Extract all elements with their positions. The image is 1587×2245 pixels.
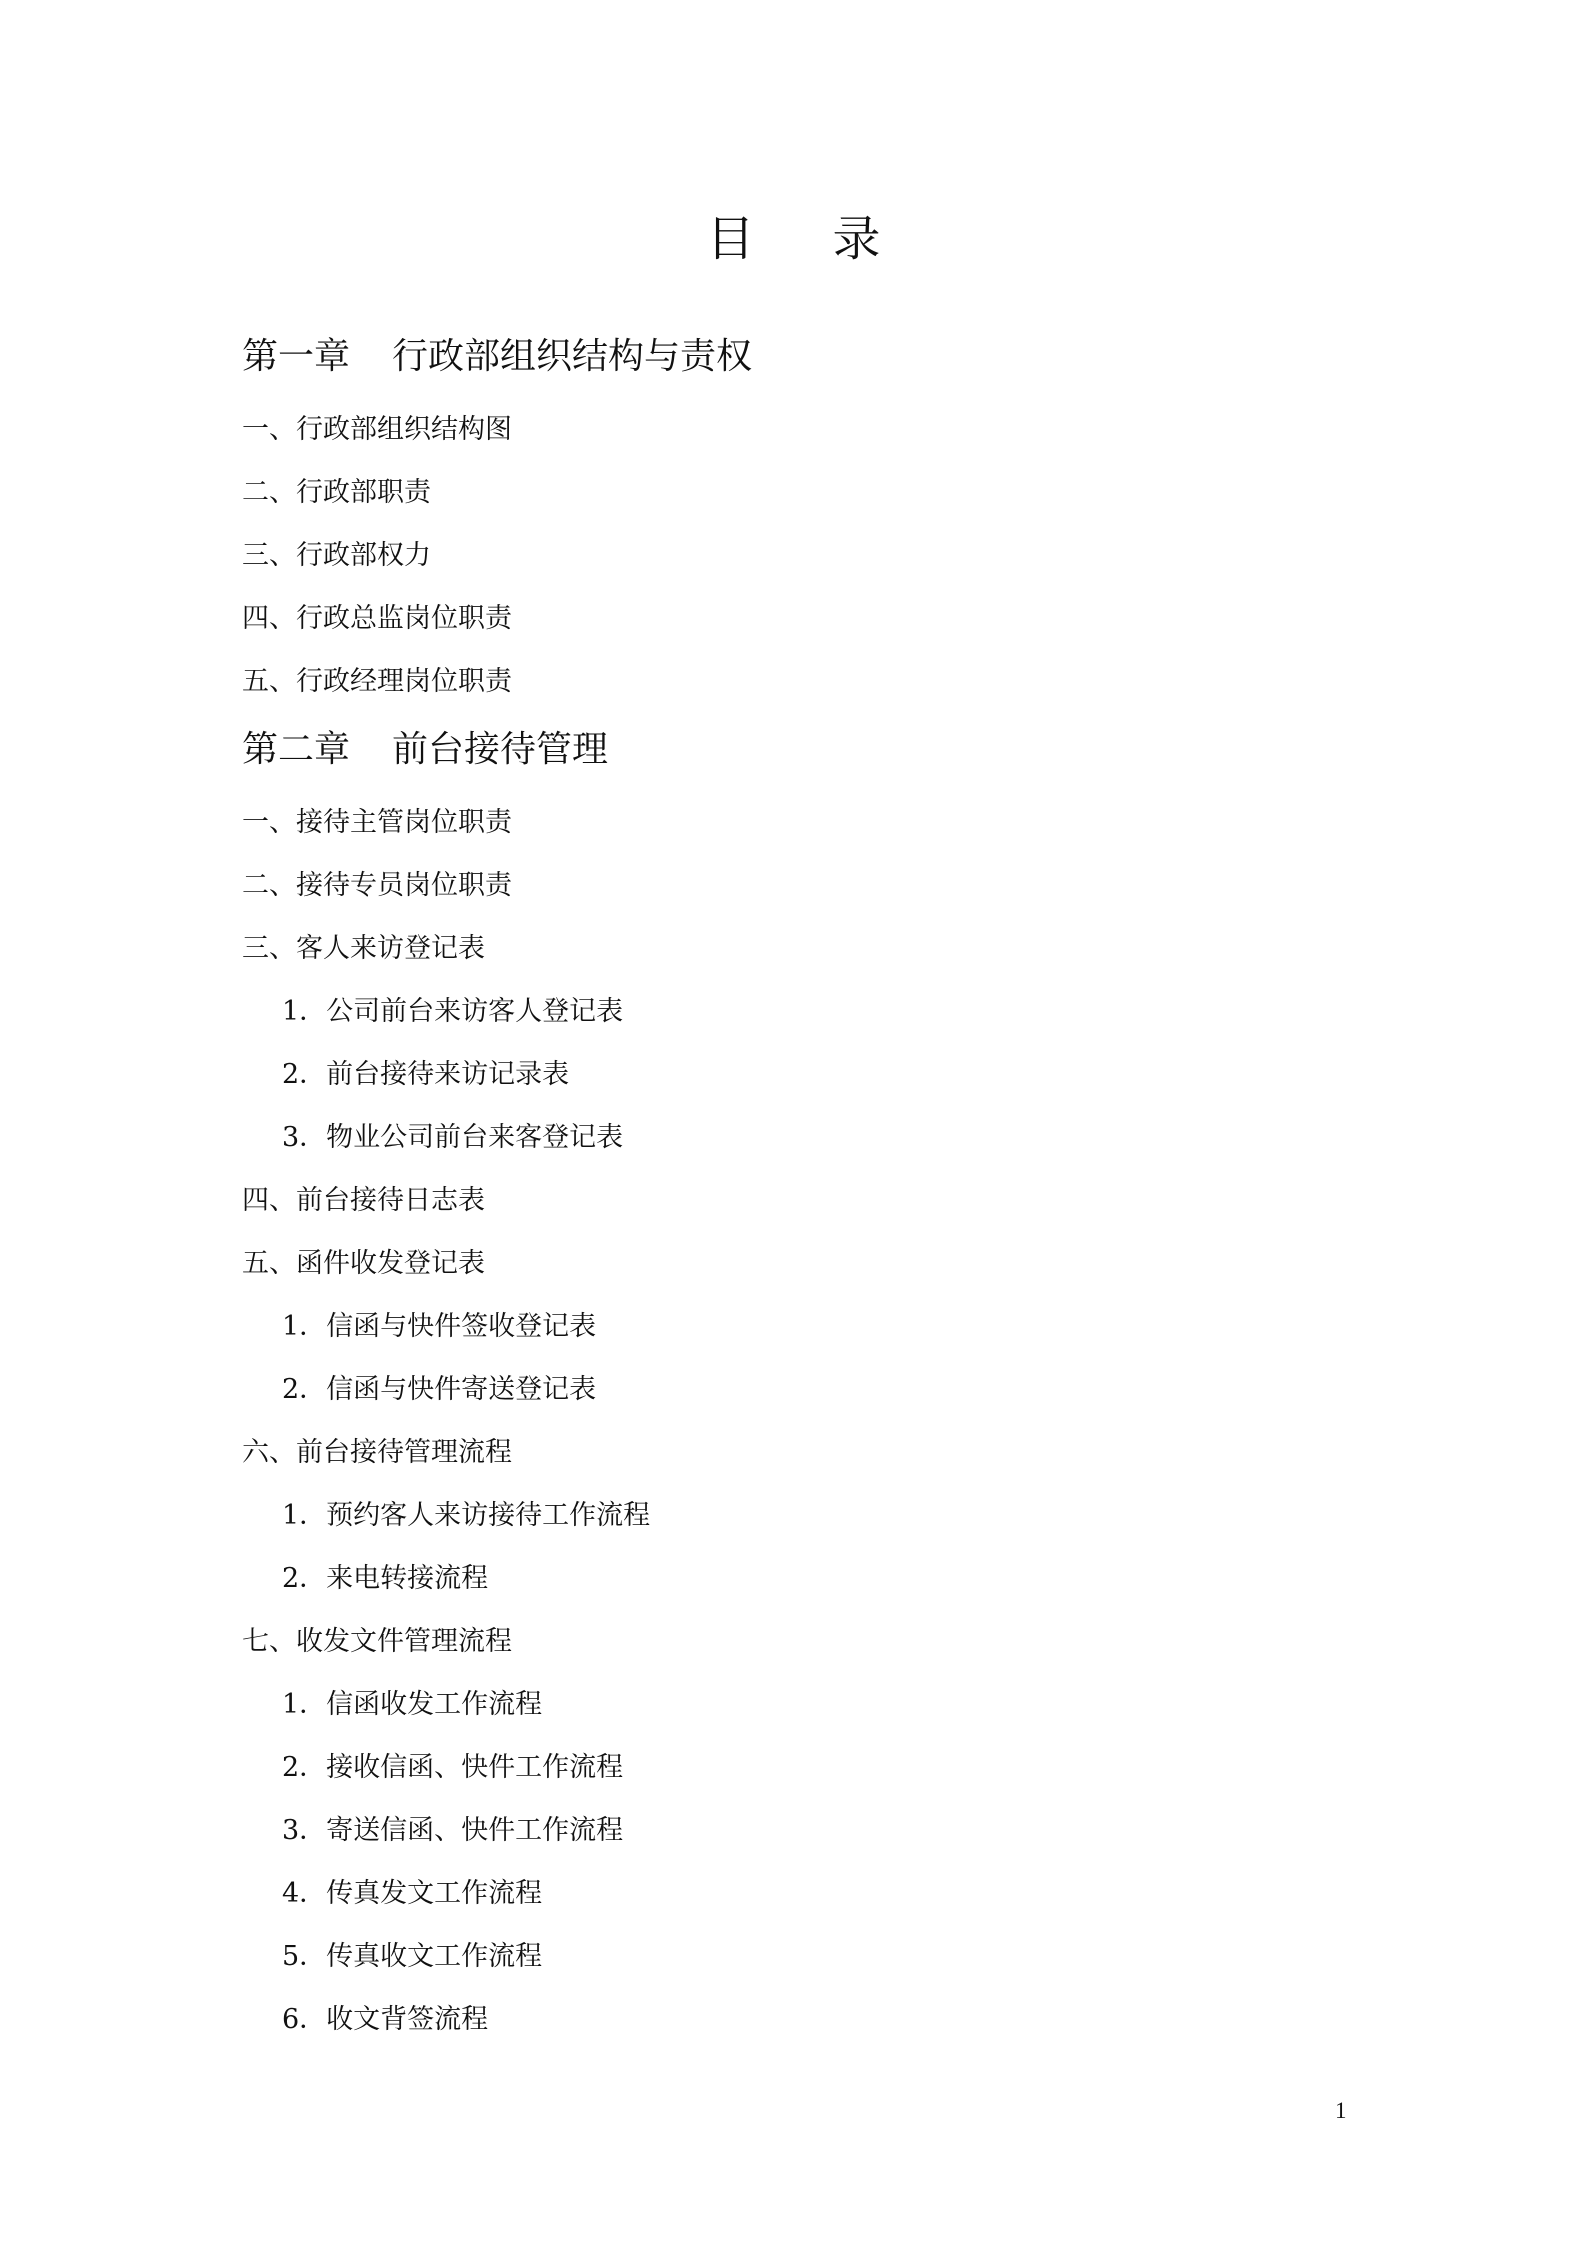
chapter-heading xyxy=(242,328,1392,386)
chapter-number: 第一章 xyxy=(242,336,351,377)
toc-entry: 一、接待主管岗位职责 xyxy=(242,807,512,838)
toc-subentry: 2．接收信函、快件工作流程 xyxy=(282,1752,624,1783)
toc-subentry: 3．物业公司前台来客登记表 xyxy=(282,1122,624,1153)
chapter-title: 行政部组织结构与责权 xyxy=(392,336,753,377)
toc-subentry: 2．来电转接流程 xyxy=(282,1563,489,1594)
chapter-heading xyxy=(242,721,1392,779)
toc-entry: 三、行政部权力 xyxy=(242,540,431,571)
chapter-number: 第二章 xyxy=(242,729,351,770)
toc-subentry: 1．信函与快件签收登记表 xyxy=(282,1311,597,1342)
toc-entry: 七、收发文件管理流程 xyxy=(242,1626,512,1657)
toc-entry: 四、前台接待日志表 xyxy=(242,1185,485,1216)
toc-subentry: 2．信函与快件寄送登记表 xyxy=(282,1374,597,1405)
toc-subentry: 4．传真发文工作流程 xyxy=(282,1878,543,1909)
toc-subentry: 1．公司前台来访客人登记表 xyxy=(282,996,624,1027)
page-title: 目录 xyxy=(706,211,959,267)
toc-entry: 五、函件收发登记表 xyxy=(242,1248,485,1279)
toc-entry: 二、接待专员岗位职责 xyxy=(242,870,512,901)
toc-entry: 三、客人来访登记表 xyxy=(242,933,485,964)
toc-entry: 六、前台接待管理流程 xyxy=(242,1437,512,1468)
toc-subentry: 6．收文背签流程 xyxy=(282,2004,489,2035)
toc-entry: 五、行政经理岗位职责 xyxy=(242,666,512,697)
table-of-contents xyxy=(242,320,1392,2051)
toc-subentry: 2．前台接待来访记录表 xyxy=(282,1059,570,1090)
toc-subentry: 1．信函收发工作流程 xyxy=(282,1689,543,1720)
toc-entry: 一、行政部组织结构图 xyxy=(242,414,512,445)
toc-subentry: 1．预约客人来访接待工作流程 xyxy=(282,1500,651,1531)
chapter-title: 前台接待管理 xyxy=(392,729,609,770)
toc-entry: 四、行政总监岗位职责 xyxy=(242,603,512,634)
toc-subentry: 3．寄送信函、快件工作流程 xyxy=(282,1815,624,1846)
page-number: 1 xyxy=(1335,2098,1347,2123)
toc-entry: 二、行政部职责 xyxy=(242,477,431,508)
toc-subentry: 5．传真收文工作流程 xyxy=(282,1941,543,1972)
